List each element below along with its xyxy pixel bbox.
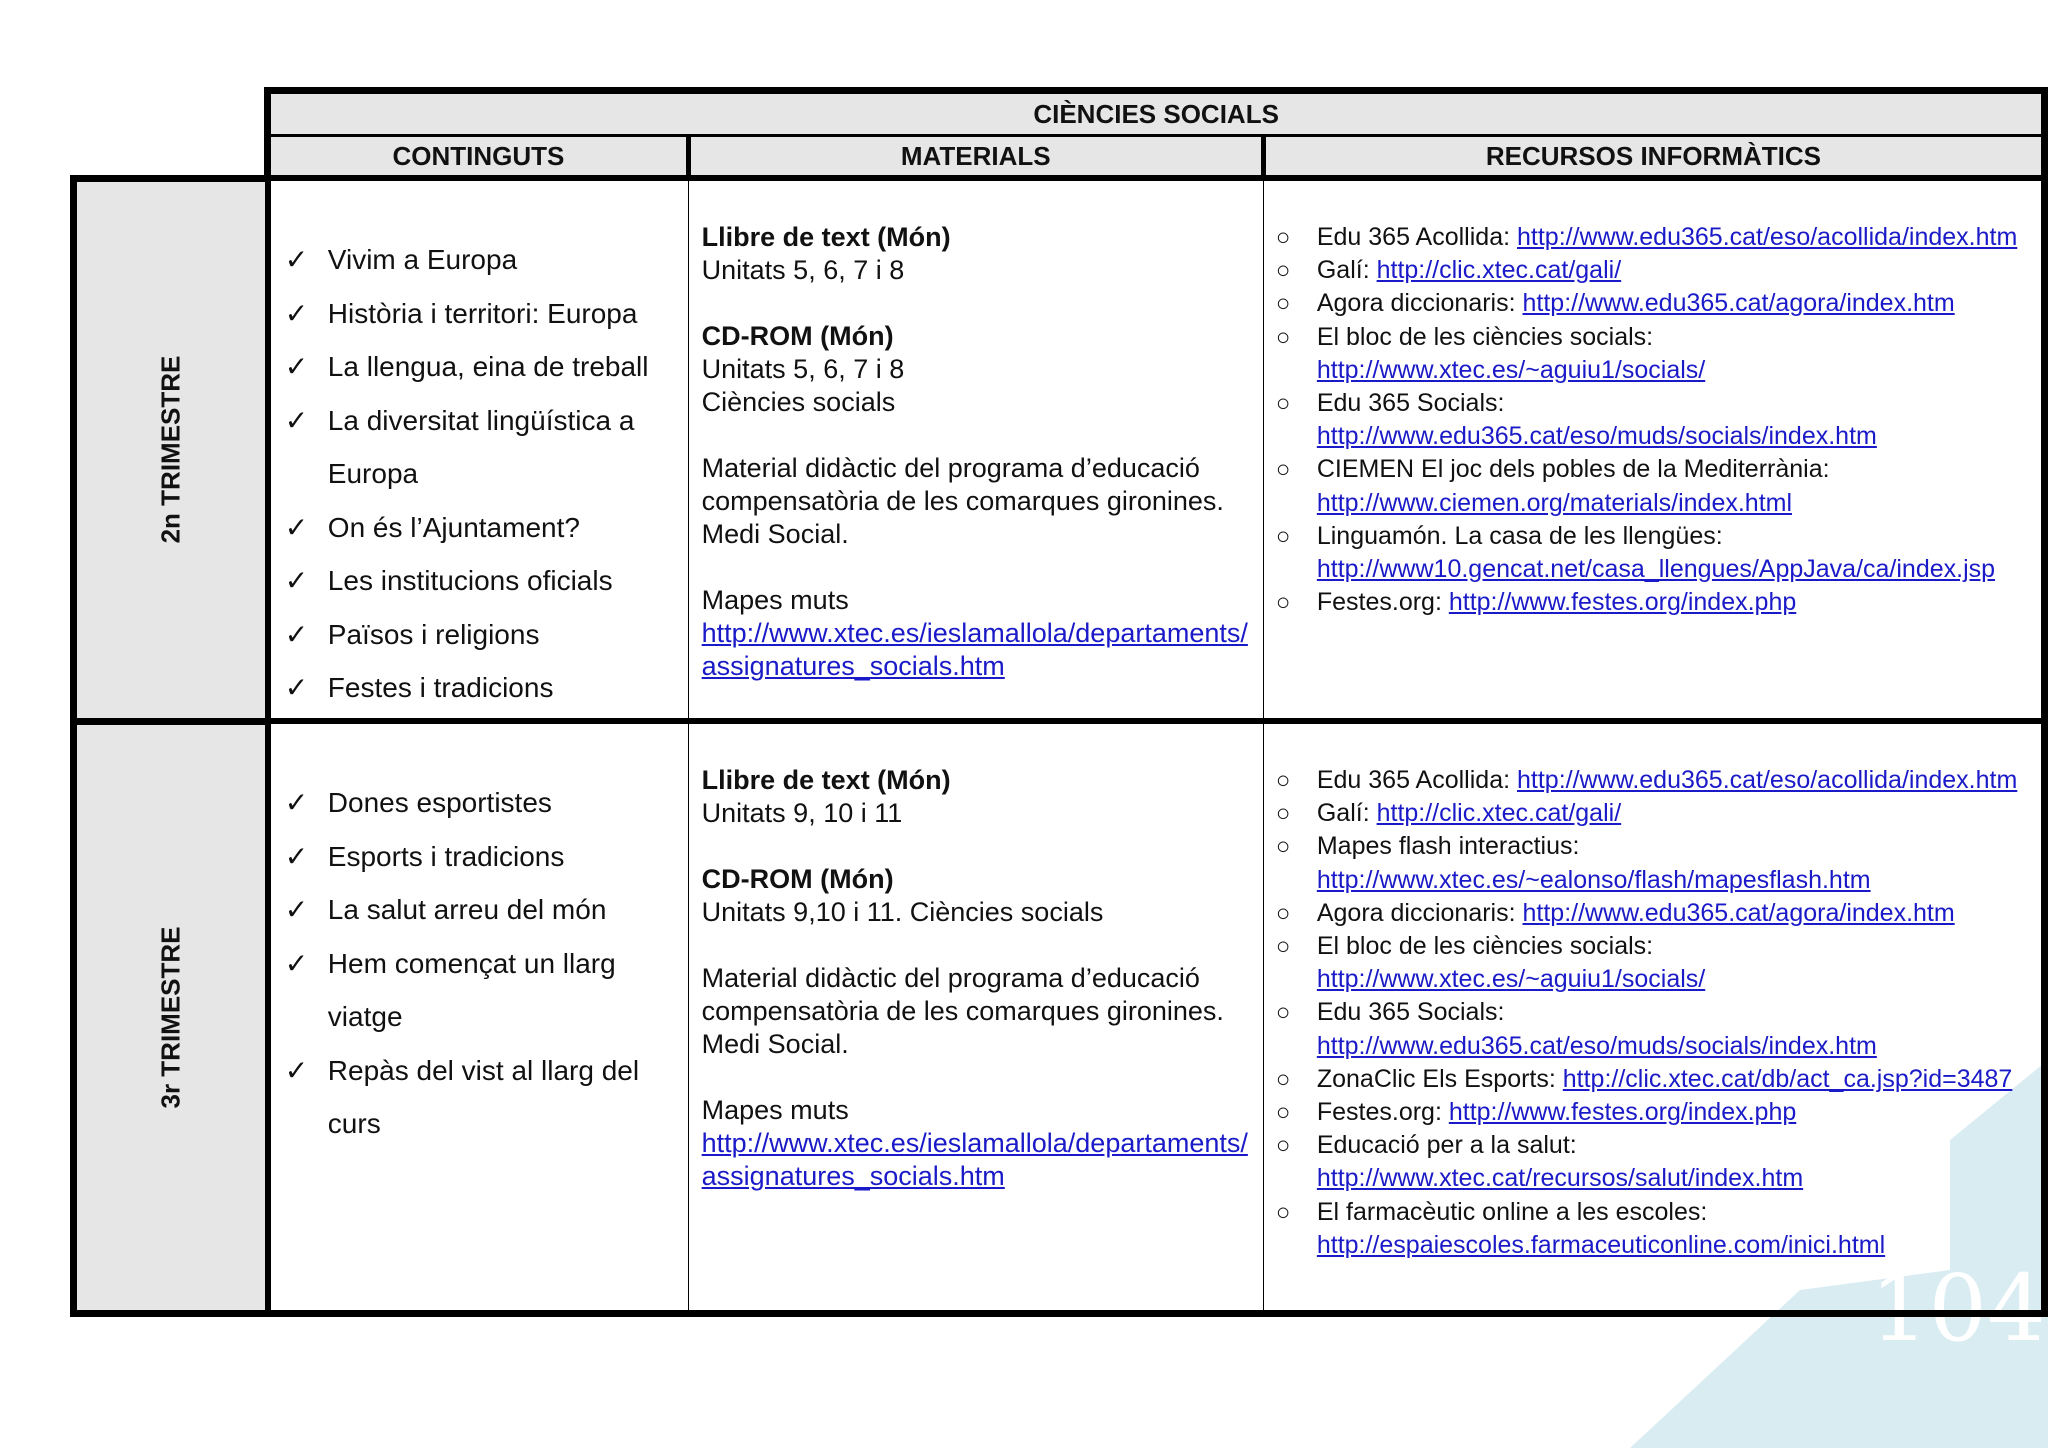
list-item <box>1274 1129 2031 1195</box>
circle-bullet-icon: ○ <box>1275 899 1291 927</box>
resources-cell <box>1263 721 2044 1313</box>
check-icon: ✓ <box>284 511 309 543</box>
circle-bullet-icon: ○ <box>1275 1099 1291 1127</box>
check-icon: ✓ <box>284 297 309 329</box>
resource-link[interactable]: http://www.edu365.cat/eso/acollida/index.htm <box>1517 766 2018 794</box>
cd-title: CD-ROM (Món) <box>701 321 894 351</box>
resource-label: Agora diccionaris: <box>1316 289 1523 318</box>
resource-label: CIEMEN El joc dels pobles de la Mediterrània: <box>1316 455 1830 484</box>
circle-bullet-icon: ○ <box>1275 767 1291 794</box>
resource-link[interactable]: http://www.ciemen.org/materials/index.html <box>1316 488 1793 517</box>
book-units: Unitats 9, 10 i 11 <box>701 798 903 828</box>
resource-link[interactable]: http://www.xtec.cat/recursos/salut/index.htm <box>1316 1164 1804 1193</box>
didactic-line: Material didàctic del programa d’educació <box>701 453 1200 483</box>
content-text: Festes i tradicions <box>327 672 554 703</box>
contents-cell <box>268 178 688 721</box>
circle-bullet-icon: ○ <box>1275 224 1291 251</box>
resource-label: Galí: <box>1316 256 1377 285</box>
circle-bullet-icon: ○ <box>1275 833 1291 861</box>
resource-link[interactable]: http://www.xtec.es/~aguiu1/socials/ <box>1316 965 1706 994</box>
resource-label: ZonaClic Els Esports: <box>1316 1064 1563 1093</box>
resources-cell <box>1263 178 2044 721</box>
resource-label: Edu 365 Acollida: <box>1316 766 1517 794</box>
resource-link[interactable]: http://www.edu365.cat/eso/muds/socials/index.htm <box>1316 422 1877 451</box>
circle-bullet-icon: ○ <box>1275 933 1291 961</box>
list-item <box>285 340 688 394</box>
materials-block <box>689 181 1263 683</box>
resource-label: Edu 365 Socials: <box>1316 389 1505 418</box>
content-text: La llengua, eina de treball <box>327 351 649 382</box>
list-item <box>1274 830 2031 896</box>
content-text: Les institucions oficials <box>327 565 613 596</box>
maps-link[interactable]: http://www.xtec.es/ieslamallola/departaments/assignatures_socials.htm <box>701 1128 1248 1191</box>
list-item <box>285 233 688 287</box>
check-icon: ✓ <box>284 672 309 703</box>
list-item <box>285 1044 688 1151</box>
table-row <box>74 178 2045 721</box>
content-text: On és l’Ajuntament? <box>327 511 580 543</box>
resource-link[interactable]: http://www.xtec.es/~ealonso/flash/mapesflash.htm <box>1316 865 1871 894</box>
resource-link[interactable]: http://www.festes.org/index.php <box>1448 588 1797 617</box>
content-text: Història i territori: Europa <box>327 297 638 329</box>
column-header-materials: MATERIALS <box>688 136 1263 179</box>
circle-bullet-icon: ○ <box>1275 1198 1291 1226</box>
maps-link[interactable]: http://www.xtec.es/ieslamallola/departaments/assignatures_socials.htm <box>701 618 1248 681</box>
column-header-contents: CONTINGUTS <box>268 136 688 179</box>
list-item <box>285 776 688 830</box>
list-item <box>285 830 688 884</box>
resource-link[interactable]: http://www.edu365.cat/agora/index.htm <box>1522 898 1955 927</box>
resource-label: Agora diccionaris: <box>1316 898 1523 927</box>
content-text: Dones esportistes <box>327 787 552 818</box>
content-text: Vivim a Europa <box>327 244 518 275</box>
list-item <box>1274 1196 2031 1262</box>
term-label: 2n TRIMESTRE <box>155 355 186 544</box>
list-item <box>1274 1096 2031 1129</box>
check-icon: ✓ <box>284 618 309 650</box>
contents-cell <box>268 721 688 1313</box>
check-icon: ✓ <box>284 947 309 979</box>
table-corner <box>74 136 268 179</box>
term-label: 3r TRIMESTRE <box>155 925 186 1109</box>
resource-link[interactable]: http://espaiescoles.farmaceuticonline.com/inici.html <box>1316 1230 1886 1259</box>
table-corner <box>74 91 268 136</box>
page-number: 104 <box>1870 1255 2046 1362</box>
list-item <box>1274 996 2031 1062</box>
resource-label: El bloc de les ciències socials: <box>1316 932 1654 961</box>
list-item <box>285 554 688 608</box>
circle-bullet-icon: ○ <box>1275 323 1291 351</box>
content-text: Països i religions <box>327 618 540 650</box>
resource-label: Edu 365 Socials: <box>1316 998 1505 1027</box>
term-label-cell <box>74 721 268 1313</box>
list-item <box>285 501 688 555</box>
check-icon: ✓ <box>284 787 309 818</box>
list-item <box>1274 321 2031 387</box>
check-icon: ✓ <box>284 565 309 596</box>
list-item <box>1274 897 2031 930</box>
circle-bullet-icon: ○ <box>1275 456 1291 484</box>
content-text: La diversitat lingüística a Europa <box>327 404 635 489</box>
materials-block <box>689 724 1263 1193</box>
check-icon: ✓ <box>284 894 309 925</box>
resource-label: El farmacèutic online a les escoles: <box>1316 1197 1708 1226</box>
list-item <box>1274 520 2031 586</box>
table-title: CIÈNCIES SOCIALS <box>268 91 2045 136</box>
resource-link[interactable]: http://www10.gencat.net/casa_llengues/AppJava/ca/index.jsp <box>1316 555 1996 584</box>
list-item <box>285 661 688 715</box>
curriculum-table <box>70 87 2048 1317</box>
term-label-cell <box>74 178 268 721</box>
check-icon: ✓ <box>284 351 309 382</box>
didactic-line: compensatòria de les comarques gironines. <box>701 996 1224 1026</box>
resource-link[interactable]: http://clic.xtec.cat/gali/ <box>1376 799 1622 828</box>
circle-bullet-icon: ○ <box>1275 999 1291 1027</box>
contents-list <box>271 724 688 1151</box>
list-item <box>1274 254 2031 287</box>
maps-title: Mapes muts <box>701 1095 849 1125</box>
list-item <box>1274 797 2031 830</box>
maps-title: Mapes muts <box>701 585 849 615</box>
content-text: Hem començat un llarg viatge <box>327 947 616 1032</box>
list-item <box>285 287 688 341</box>
resource-label: Galí: <box>1316 799 1377 828</box>
list-item <box>285 883 688 937</box>
list-item <box>1274 764 2031 797</box>
check-icon: ✓ <box>284 404 309 436</box>
circle-bullet-icon: ○ <box>1275 522 1291 550</box>
resource-link[interactable]: http://www.edu365.cat/eso/acollida/index.htm <box>1517 223 2018 251</box>
check-icon: ✓ <box>284 1054 309 1086</box>
content-text: Esports i tradicions <box>327 840 565 872</box>
resources-list <box>1264 181 2041 619</box>
list-item <box>1274 387 2031 453</box>
materials-cell <box>688 721 1263 1313</box>
cd-units: Unitats 5, 6, 7 i 8 <box>701 354 905 384</box>
resource-link[interactable]: http://clic.xtec.cat/gali/ <box>1376 256 1622 285</box>
resource-link[interactable]: http://www.edu365.cat/agora/index.htm <box>1522 289 1955 318</box>
materials-cell <box>688 178 1263 721</box>
didactic-line: compensatòria de les comarques gironines. <box>701 486 1224 516</box>
circle-bullet-icon: ○ <box>1275 800 1291 828</box>
resource-link[interactable]: http://clic.xtec.cat/db/act_ca.jsp?id=3487 <box>1562 1064 2013 1093</box>
resources-list <box>1264 724 2041 1262</box>
didactic-line: Material didàctic del programa d’educació <box>701 963 1200 993</box>
resource-label: Festes.org: <box>1316 1098 1449 1127</box>
circle-bullet-icon: ○ <box>1275 589 1291 617</box>
list-item <box>1274 1063 2031 1096</box>
check-icon: ✓ <box>284 244 309 275</box>
content-text: La salut arreu del món <box>327 894 607 925</box>
list-item <box>285 608 688 662</box>
check-icon: ✓ <box>284 840 309 872</box>
resource-label: Edu 365 Acollida: <box>1316 223 1517 251</box>
circle-bullet-icon: ○ <box>1275 390 1291 418</box>
resource-label: Mapes flash interactius: <box>1316 832 1580 861</box>
list-item <box>285 937 688 1044</box>
didactic-line: Medi Social. <box>701 519 849 549</box>
cd-units: Unitats 9,10 i 11. Ciències socials <box>701 897 1104 927</box>
cd-subject: Ciències socials <box>701 387 896 417</box>
didactic-line: Medi Social. <box>701 1029 849 1059</box>
list-item <box>1274 287 2031 320</box>
list-item <box>285 394 688 501</box>
cd-title: CD-ROM (Món) <box>701 864 894 894</box>
resource-link[interactable]: http://www.festes.org/index.php <box>1448 1098 1797 1127</box>
list-item <box>1274 221 2031 254</box>
resource-label: Linguamón. La casa de les llengües: <box>1316 521 1723 550</box>
book-title: Llibre de text (Món) <box>701 222 951 252</box>
circle-bullet-icon: ○ <box>1275 290 1291 318</box>
resource-label: Festes.org: <box>1316 588 1449 617</box>
column-header-resources: RECURSOS INFORMÀTICS <box>1263 136 2044 179</box>
book-units: Unitats 5, 6, 7 i 8 <box>701 255 905 285</box>
circle-bullet-icon: ○ <box>1275 1065 1291 1093</box>
resource-link[interactable]: http://www.edu365.cat/eso/muds/socials/index.htm <box>1316 1031 1877 1060</box>
circle-bullet-icon: ○ <box>1275 257 1291 285</box>
list-item <box>1274 453 2031 519</box>
resource-link[interactable]: http://www.xtec.es/~aguiu1/socials/ <box>1316 355 1706 384</box>
list-item <box>1274 930 2031 996</box>
circle-bullet-icon: ○ <box>1275 1132 1291 1160</box>
resource-label: Educació per a la salut: <box>1316 1131 1577 1160</box>
content-text: Repàs del vist al llarg del curs <box>327 1054 640 1139</box>
table-row <box>74 721 2045 1313</box>
list-item <box>1274 586 2031 619</box>
book-title: Llibre de text (Món) <box>701 765 951 795</box>
resource-label: El bloc de les ciències socials: <box>1316 322 1654 351</box>
contents-list <box>271 181 688 715</box>
